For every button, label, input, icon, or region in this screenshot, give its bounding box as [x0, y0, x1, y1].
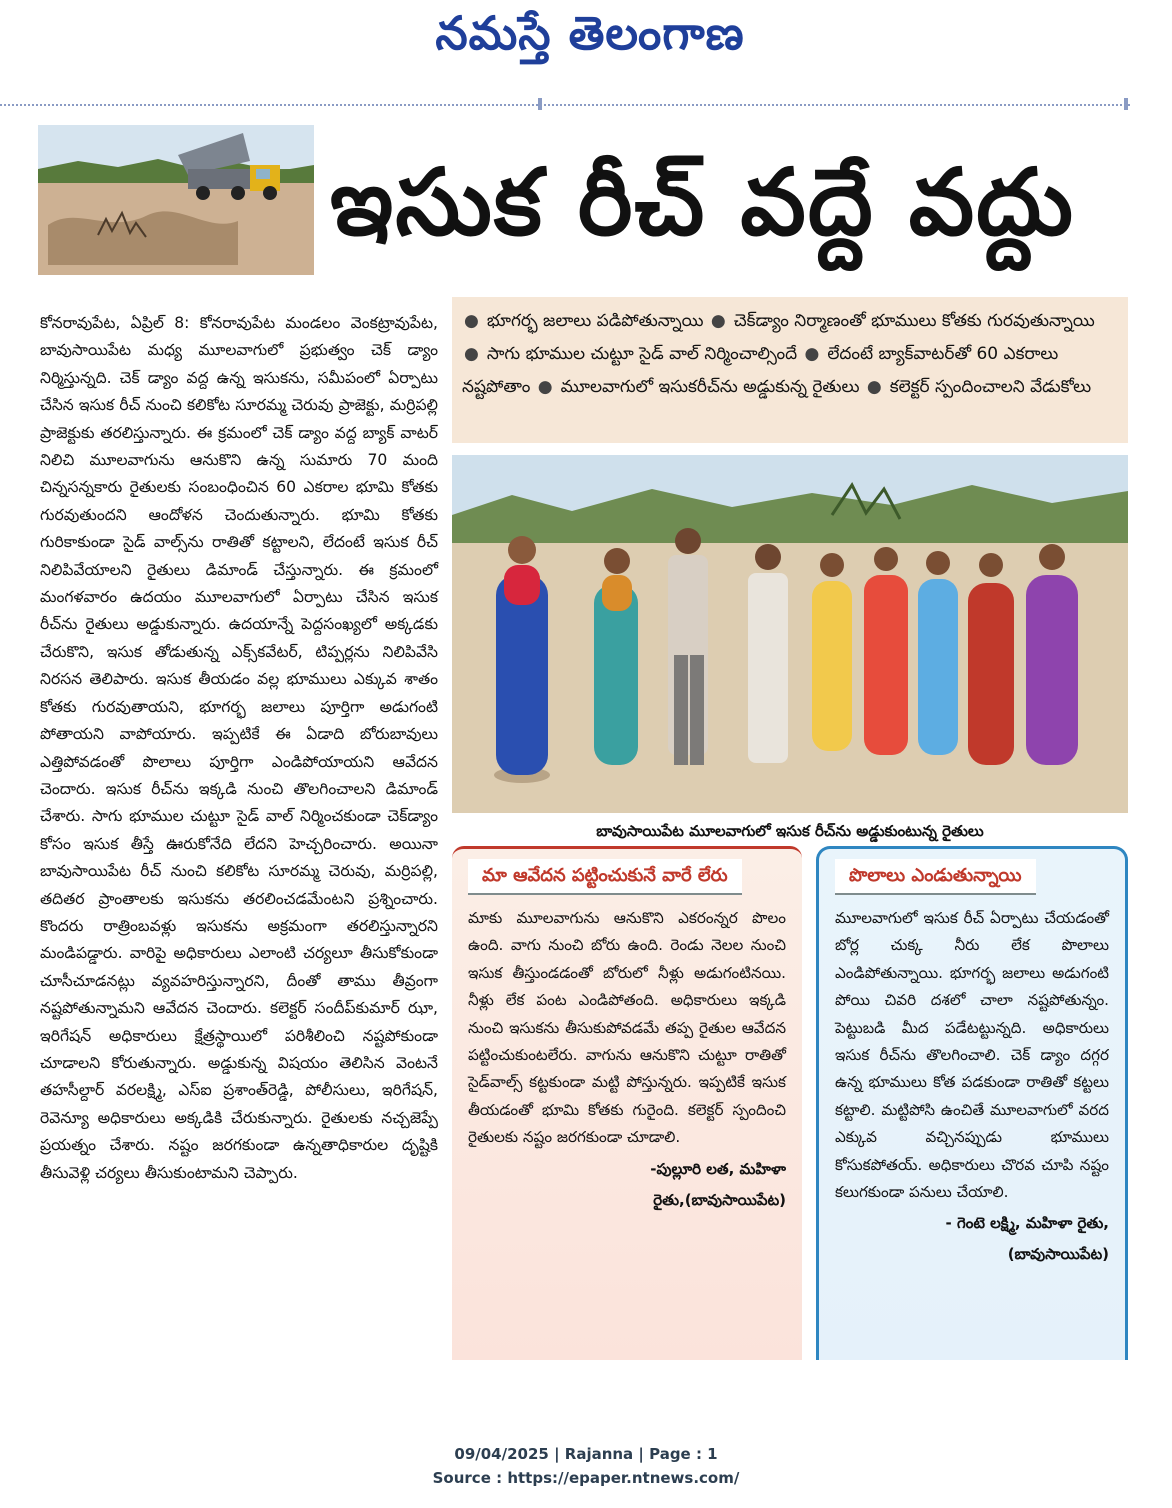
tipper-truck-illustration	[38, 125, 314, 275]
quote-box-farmer-1	[452, 846, 802, 1360]
highlight-item: ● మూలవాగులో ఇసుకరీచ్‌ను అడ్డుకున్న రైతులు	[537, 377, 860, 397]
footer-source: Source : https://epaper.ntnews.com/	[432, 1469, 740, 1487]
farmers-photo	[452, 455, 1128, 813]
bullet-icon: ●	[464, 344, 479, 364]
highlight-item: ● సాగు భూముల చుట్టూ సైడ్ వాల్ నిర్మించాల్సిందే	[464, 344, 798, 364]
quote-box-farmer-2	[816, 846, 1128, 1360]
quote-signature: (బావుసాయిపేట)	[1007, 1245, 1109, 1264]
quote-signature: రైతు,(బావుసాయిపేట)	[653, 1190, 786, 1209]
quote-signature: -పుల్లూరి లత, మహిళా	[650, 1159, 786, 1178]
highlight-item: ● కలెక్టర్ స్పందించాలని వేడుకోలు	[866, 377, 1092, 397]
highlights-box	[452, 297, 1128, 443]
highlight-item: ● చెక్‌డ్యాం నిర్మాణంతో భూములు కోతకు గురవుతున్నాయి	[710, 311, 1095, 331]
quote-box-body: మూలవాగులో ఇసుక రీచ్ ఏర్పాటు చేయడంతో బోర్ల చుక్క నీరు లేక పొలాలు ఎండిపోతున్నాయి. భూగర్భ జలాలు అడుగంటి పోయి చివరి దశలో చాలా నష్టపోతున్నం. పెట్టుబడి మీద పడేటట్టున్నది. అధికారులు ఇసుక రీచ్‌ను తొలగించాలి. చెక్ డ్యాం దగ్గర ఉన్న భూములు కోత పడకుండా రాతితో కట్టలు కట్టాలి. మట్టిపోసి ఉంచితే మూలవాగులో వరద ఎక్కువ వచ్చినప్పుడు భూములు కోసుకపోతయ్. అధికారులు చొరవ చూపి నష్టం కలుగకుండా పనులు చేయాలి.	[835, 909, 1109, 1202]
footer	[0, 1442, 1172, 1490]
divider-cap	[538, 98, 542, 110]
tipper-truck-photo	[38, 125, 314, 275]
newspaper-logo: నమస్తే తెలంగాణ	[435, 6, 745, 60]
quote-box-title: మా ఆవేదన పట్టించుకునే వారే లేరు	[468, 859, 742, 895]
highlight-item: ● భూగర్భ జలాలు పడిపోతున్నాయి	[464, 311, 704, 331]
bullet-icon: ●	[866, 377, 882, 397]
bullet-icon: ●	[804, 344, 820, 364]
article-body: కోనరావుపేట, ఏప్రిల్ 8: కోనరావుపేట మండలం వెంకట్రావుపేట, బావుసాయిపేట మధ్య మూలవాగులో ప్రభుత్వం చెక్ డ్యాం నిర్మిస్తున్నది. చెక్ డ్యాం వద్ద ఉన్న ఇసుకను, సమీపంలో ఏర్పాటు చేసిన ఇసుక రీచ్ నుంచి కలికోట సూరమ్మ చెరువు ప్రాజెక్టు, మర్రిపల్లి ప్రాజెక్టుకు తరలిస్తున్నారు. ఈ క్రమంలో చెక్ డ్యాం వద్ద బ్యాక్ వాటర్ నిలిచి మూలవాగును ఆనుకొని ఉన్న సుమారు 70 మంది చిన్నసన్నకారు రైతులకు సంబంధించిన 60 ఎకరాల భూమి కోతకు గురవుతుందని ఆందోళన చెందుతున్నారు. భూమి కోతకు గురికాకుండా సైడ్ వాల్స్‌ను రాతితో కట్టాలని, లేదంటే ఇసుక రీచ్ నిలిపివేయాలని రైతులు డిమాండ్ చేస్తున్నారు. ఈ క్రమంలో మంగళవారం ఉదయం మూలవాగులో ఏర్పాటు చేసిన ఇసుక రీచ్‌ను రైతులు అడ్డుకున్నారు. ఉదయాన్నే పెద్దసంఖ్యలో అక్కడకు చేరుకొని, ఇసుక తోడుతున్న ఎక్స్‌కవేటర్, టిప్పర్లను నిలిపివేసి నిరసన తెలిపారు. ఇసుక తీయడం వల్ల భూములు ఎక్కువ శాతం కోతకు గురవుతాయని, భూగర్భ జలాలు పూర్తిగా అడుగంటి పోతాయని వాపోయారు. ఇప్పటికే ఈ ఏడాది బోరుబావులు ఎత్తిపోవడంతో పొలాలు పూర్తిగా ఎండిపోయాయని ఆవేదన చెందారు. ఇసుక రీచ్‌ను ఇక్కడి నుంచి తొలగించాలని డిమాండ్ చేశారు. సాగు భూముల చుట్టూ సైడ్ వాల్ నిర్మించకుండా చెక్‌డ్యాం కోసం ఇసుక తీస్తే ఊరుకోనేది లేదని హెచ్చరించారు. అయినా బావుసాయిపేట రీచ్ నుంచి కలికోట సూరమ్మ చెరువు, మర్రిపల్లి, తదితర ప్రాంతాలకు ఇసుకను తరలించడమేంటని ప్రశ్నించారు. కొందరు రాత్రింబవళ్లు ఇసుకను అక్రమంగా తరలిస్తున్నారని మండిపడ్డారు. వారిపై అధికారులు ఎలాంటి చర్యలూ తీసుకోకుండా చూసీచూడనట్లు వ్యవహరిస్తున్నారని, దీంతో తాము తీవ్రంగా నష్టపోతున్నామని ఆవేదన చెందారు. కలెక్టర్ సందీప్‌కుమార్ ఝా, ఇరిగేషన్ అధికారులు క్షేత్రస్థాయిలో పరిశీలించి నష్టపోకుండా చూడాలని కోరుతున్నారు. అడ్డుకున్న విషయం తెలిసిన వెంటనే తహసీల్దార్ వరలక్ష్మి, ఎస్ఐ ప్రశాంత్‌రెడ్డి, పోలీసులు, ఇరిగేషన్, రెవెన్యూ అధికారులు అక్కడికి చేరుకున్నారు. రైతులకు నచ్చజెప్పే ప్రయత్నం చేశారు. నష్టం జరగకుండా ఉన్నతాధికారుల దృష్టికి తీసువెళ్లి చర్యలు తీసుకుంటామని చెప్పారు.	[40, 314, 443, 1182]
bullet-icon: ●	[710, 311, 726, 331]
masthead	[0, 0, 1172, 100]
headline: ఇసుక రీచ్ వద్దే వద్దు	[330, 149, 1075, 256]
photo-caption: బావుసాయిపేట మూలవాగులో ఇసుక రీచ్‌ను అడ్డుకుంటున్న రైతులు	[596, 822, 984, 840]
farmers-illustration	[452, 455, 1128, 813]
divider-cap	[1124, 98, 1128, 110]
bullet-icon: ●	[537, 377, 553, 397]
highlight-item: ● లేదంటే బ్యాక్‌వాటర్‌తో 60 ఎకరాలు నష్టపోతాం	[462, 344, 1059, 397]
quote-box-body: మాకు మూలవాగును ఆనుకొని ఎకరంన్నర పొలం ఉంది. వాగు నుంచి బోరు ఉంది. రెండు నెలల నుంచి ఇసుక తీస్తుండడంతో బోరులో నీళ్లు అడుగంటినయి. నీళ్లు లేక పంట ఎండిపోతంది. అధికారులు ఇక్కడి నుంచి ఇసుకను తీసుకుపోవడమే తప్ప రైతుల ఆవేదన పట్టించుకుంటలేరు. వాగును ఆనుకొని చుట్టూ రాతితో సైడ్‌వాల్స్ కట్టకుండా మట్టి పోస్తున్నరు. ఇప్పటికే ఇసుక తీయడంతో భూమి కోతకు గురైంది. కలెక్టర్ స్పందించి రైతులకు నష్టం జరగకుండా చూడాలి.	[468, 909, 786, 1147]
quote-signature: - గెంటె లక్ష్మి, మహిళా రైతు,	[945, 1214, 1109, 1233]
bullet-icon: ●	[464, 311, 479, 331]
masthead-divider	[0, 104, 1130, 106]
quote-box-title: పొలాలు ఎండుతున్నాయి	[835, 859, 1036, 895]
footer-edition-info: 09/04/2025 | Rajanna | Page : 1	[454, 1445, 718, 1463]
